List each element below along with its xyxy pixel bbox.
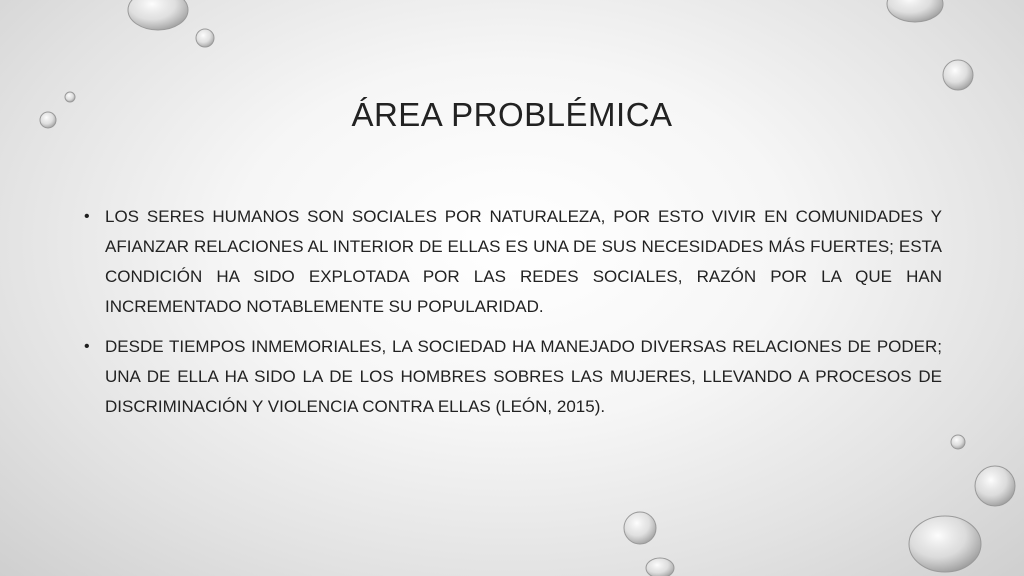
bullet-item [84, 332, 942, 422]
bullet-icon: • [84, 208, 90, 225]
bullet-item [84, 202, 942, 322]
bullet-text: DESDE TIEMPOS INMEMORIALES, LA SOCIEDAD HA MANEJADO DIVERSAS RELACIONES DE PODER; UNA DE ELLA HA SIDO LA DE LOS HOMBRES SOBRES LAS MUJERES, LLEVANDO A PROCESOS DE DISCRIMINACIÓN Y VIOLENCIA CONTRA ELLAS (LEÓN, 2015). [105, 337, 942, 416]
bullet-text: LOS SERES HUMANOS SON SOCIALES POR NATURALEZA, POR ESTO VIVIR EN COMUNIDADES Y AFIANZAR RELACIONES AL INTERIOR DE ELLAS ES UNA DE SUS NECESIDADES MÁS FUERTES; ESTA CONDICIÓN HA SIDO EXPLOTADA POR LAS REDES SOCIALES, RAZÓN POR LA QUE HAN INCREMENTADO NOTABLEMENTE SU POPULARIDAD. [105, 207, 942, 316]
bullet-icon: • [84, 338, 90, 355]
slide-title: ÁREA PROBLÉMICA [351, 96, 673, 133]
bullet-list [84, 202, 942, 432]
